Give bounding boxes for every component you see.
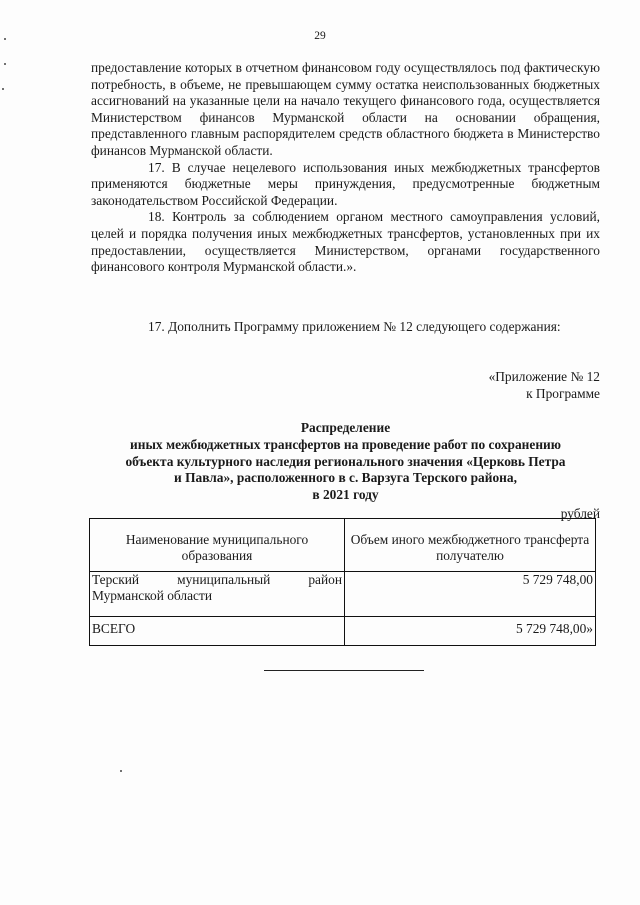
paragraph-continuation: предоставление которых в отчетном финансовом году осуществлялось под фактическую потребность, в объеме, не превышающем сумму остатка неиспользованных бюджетных ассигнований на указанные цели на начало текущего финансового года, осуществляется Министерством финансов Мурманской области на основании обращения, представленного главным распорядителем средств областного бюджета в Министерство финансов Мурманской области. bbox=[91, 60, 600, 158]
appendix-header-line1: «Приложение № 12 bbox=[488, 369, 600, 384]
title-line3: объекта культурного наследия регионального значения «Церковь Петра bbox=[125, 453, 566, 469]
municipality-name-word: Терский bbox=[92, 572, 140, 587]
column-header-municipality: Наименование муниципального образования bbox=[90, 519, 345, 572]
scan-speck bbox=[4, 63, 6, 65]
total-label: ВСЕГО bbox=[90, 617, 345, 646]
page-number: 29 bbox=[314, 30, 326, 42]
municipality-name-word: муниципальный bbox=[177, 572, 271, 587]
document-title bbox=[91, 420, 600, 504]
municipality-name-line1 bbox=[92, 572, 342, 588]
amendment-text bbox=[91, 319, 600, 336]
title-line1: Распределение bbox=[300, 420, 391, 435]
scan-speck bbox=[120, 770, 122, 772]
municipality-name-line2: Мурманской области bbox=[92, 588, 212, 604]
table-header-row bbox=[90, 519, 596, 572]
units-label: рублей bbox=[560, 506, 600, 521]
title-line2: иных межбюджетных трансфертов на проведение работ по сохранению bbox=[130, 436, 561, 452]
title-line5: в 2021 году bbox=[312, 487, 379, 503]
table-total-row bbox=[90, 617, 596, 646]
appendix-header bbox=[91, 369, 600, 402]
municipality-name-word: район bbox=[308, 572, 342, 587]
scan-speck bbox=[4, 38, 6, 40]
column-header-amount: Объем иного межбюджетного трансферта получателю bbox=[345, 519, 596, 572]
total-amount: 5 729 748,00» bbox=[345, 617, 596, 646]
amendment-paragraph: 17. Дополнить Программу приложением № 12 следующего содержания: bbox=[148, 319, 561, 334]
transfer-amount: 5 729 748,00 bbox=[345, 572, 596, 617]
distribution-table bbox=[89, 518, 596, 646]
appendix-header-line2: к Программе bbox=[526, 385, 600, 401]
scan-speck bbox=[2, 88, 4, 90]
paragraph-17: 17. В случае нецелевого использования иных межбюджетных трансфертов применяются бюджетные меры принуждения, предусмотренные бюджетным законодательством Российской Федерации. bbox=[91, 159, 600, 208]
closing-divider bbox=[264, 670, 424, 671]
body-text bbox=[91, 60, 600, 276]
paragraph-18: 18. Контроль за соблюдением органом местного самоуправления условий, целей и порядка получения иных межбюджетных трансфертов, установленных при их предоставлении, осуществляется Министерством, органами государственного финансового контроля Мурманской области.». bbox=[91, 209, 600, 275]
municipality-name bbox=[90, 572, 345, 617]
table-row bbox=[90, 572, 596, 617]
title-line4: и Павла», расположенного в с. Варзуга Терского района, bbox=[174, 470, 517, 486]
